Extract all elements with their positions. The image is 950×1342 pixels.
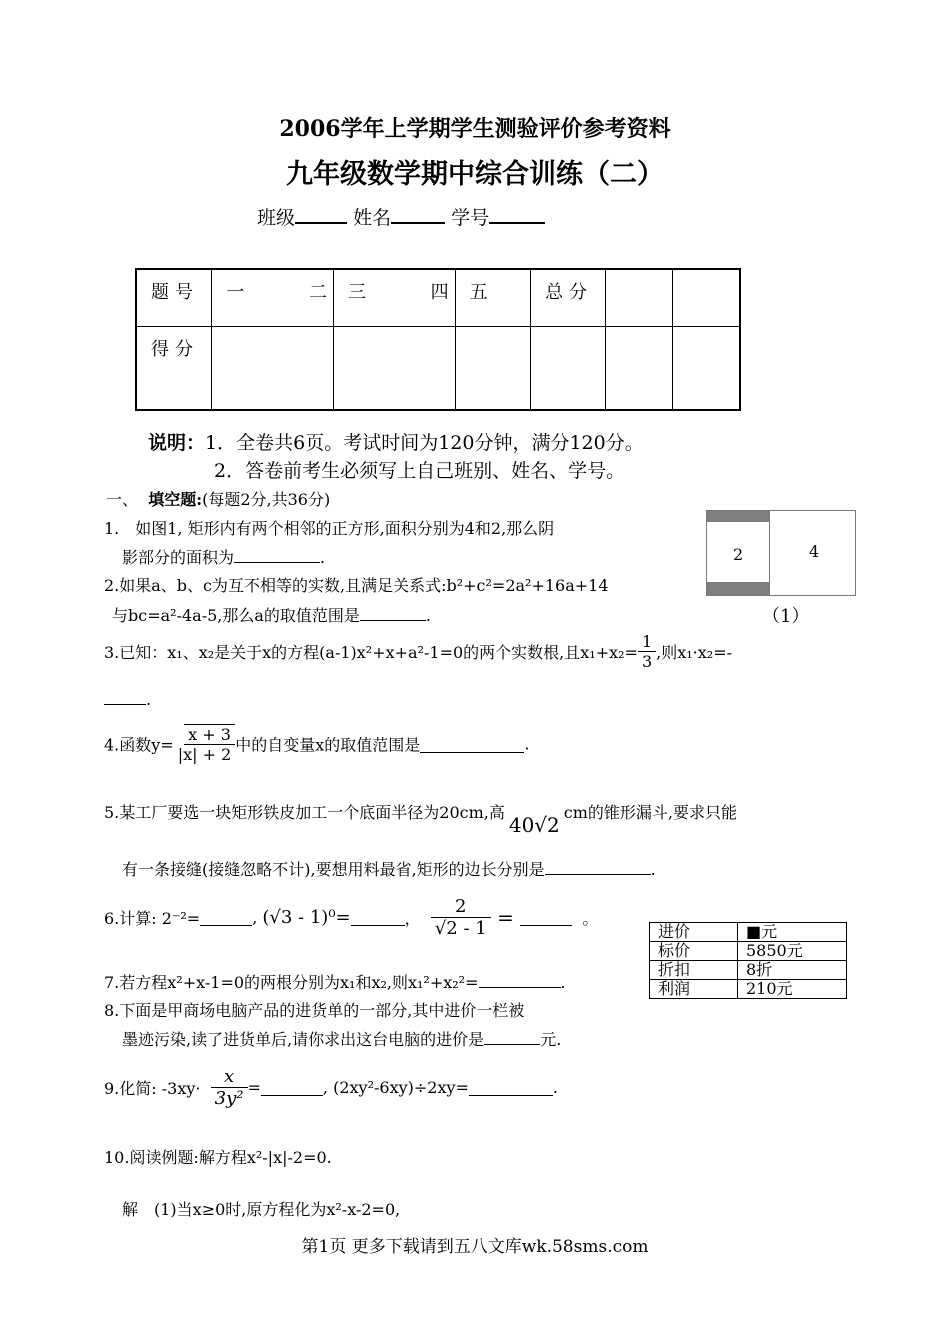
fraction: $\frac{1}{3}$ [638, 632, 656, 671]
question-2-line-2: 与bc=a²-4a-5,那么a的取值范围是 . [112, 606, 431, 625]
answer-blank[interactable] [469, 1079, 553, 1096]
score-cell: 题号 [136, 269, 212, 326]
answer-blank[interactable] [234, 546, 320, 563]
answer-blank[interactable] [200, 909, 252, 926]
name-label: 姓名 [353, 207, 392, 229]
score-cell: 三 四 [334, 269, 456, 326]
question-6: 6.计算: 2⁻²= , (√3 - 1)⁰= ， $\frac{2}{√2 - 1}$ = 。 [104, 896, 599, 939]
price-row: 折扣 8折 [650, 961, 847, 980]
figure-left-label: 2 [733, 545, 744, 564]
answer-blank[interactable] [420, 736, 524, 753]
score-input[interactable] [673, 326, 740, 410]
fraction: $\frac{x}{\text{3y²}}$ [211, 1066, 248, 1109]
score-input[interactable] [334, 326, 456, 410]
id-label: 学号 [451, 207, 490, 229]
document-title: 九年级数学期中综合训练（二） [286, 159, 664, 190]
question-3-blank-line: . [104, 688, 151, 709]
answer-blank[interactable] [484, 1028, 540, 1045]
question-10: 10.阅读例题:解方程x²-|x|-2=0. [104, 1148, 332, 1167]
figure-right-label: 4 [809, 542, 820, 561]
question-1-line-1: 1. 如图1, 矩形内有两个相邻的正方形,面积分别为4和2,那么阴 [104, 519, 555, 538]
question-5-line-1: 5.某工厂要选一块矩形铁皮加工一个底面半径为20cm,高40√2cm的锥形漏斗,要求只能 [104, 803, 738, 837]
score-cell [673, 269, 740, 326]
student-info-line [257, 202, 545, 230]
question-3: 3.已知：x₁、x₂是关于x的方程(a-1)x²+x+a²-1=0的两个实数根,且x₁+x₂= $\frac{1}{3}$ ,则x₁·x₂=- [104, 632, 733, 671]
answer-blank[interactable] [545, 858, 651, 875]
shaded-top [707, 511, 769, 522]
figure-caption: （1） [762, 606, 810, 627]
question-2-line-1: 2.如果a、b、c为互不相等的实数,且满足关系式:b²+c²=2a²+16a+14 [104, 576, 609, 595]
figure-1 [706, 510, 856, 596]
notes-line-1: 说明：1．全卷共6页。考试时间为120分钟，满分120分。 [148, 432, 644, 454]
score-input[interactable] [212, 326, 334, 410]
class-blank[interactable] [295, 202, 347, 224]
score-input[interactable] [606, 326, 673, 410]
score-input[interactable] [531, 326, 606, 410]
answer-blank[interactable] [261, 1079, 323, 1096]
score-table [135, 268, 741, 411]
score-value-row [136, 326, 740, 410]
id-blank[interactable] [489, 202, 545, 224]
question-5-line-2: 有一条接缝(接缝忽略不计),要想用料最省,矩形的边长分别是 . [122, 860, 656, 879]
page-footer: 第1页 更多下载请到五八文库wk.58sms.com [301, 1237, 649, 1257]
answer-blank[interactable] [351, 909, 405, 926]
score-cell: 得分 [136, 326, 212, 410]
fraction: $\frac{x + 3}{|x| + 2}$ [174, 724, 236, 764]
score-header-row [136, 269, 740, 326]
score-cell: 五 [455, 269, 530, 326]
square-divider [769, 511, 770, 595]
question-1-line-2: 影部分的面积为 . [122, 548, 326, 567]
answer-blank[interactable] [479, 971, 561, 988]
answer-blank[interactable] [360, 604, 426, 621]
score-cell [606, 269, 673, 326]
answer-blank[interactable] [104, 688, 146, 705]
fraction: $\frac{2}{√2 - 1}$ [431, 896, 491, 939]
question-8-line-1: 8.下面是甲商场电脑产品的进货单的一部分,其中进价一栏被 [104, 1001, 525, 1020]
price-row: 进价 ■元 [650, 923, 847, 942]
score-cell: 一 二 [212, 269, 334, 326]
class-label: 班级 [257, 207, 296, 229]
name-blank[interactable] [391, 202, 445, 224]
question-8-line-2: 墨迹污染,读了进货单后,请你求出这台电脑的进价是 元. [122, 1030, 562, 1049]
question-10-solution: 解 (1)当x≥0时,原方程化为x²-x-2=0, [122, 1200, 401, 1219]
price-row: 利润 210元 [650, 980, 847, 999]
question-9: 9.化简: -3xy· $\frac{x}{\text{3y²}}$ = , (2xy²-6xy)÷2xy= . [104, 1066, 559, 1109]
price-table [649, 922, 847, 999]
section-heading: 一、 填空题:(每题2分,共36分) [106, 490, 331, 509]
question-7: 7.若方程x²+x-1=0的两根分别为x₁和x₂,则x₁²+x₂²= . [104, 973, 566, 992]
question-4: 4.函数y= $\frac{x + 3}{|x| + 2}$ 中的自变量x的取值范围是 . [104, 725, 530, 764]
notes-line-2: 2．答卷前考生必须写上自己班别、姓名、学号。 [214, 460, 626, 482]
price-row: 标价 5850元 [650, 942, 847, 961]
shaded-bottom [707, 582, 769, 595]
notes-label: 说明： [148, 432, 206, 454]
answer-blank[interactable] [520, 909, 572, 926]
score-input[interactable] [455, 326, 530, 410]
document-subtitle: 2006学年上学期学生测验评价参考资料 [279, 116, 671, 142]
score-cell: 总分 [531, 269, 606, 326]
